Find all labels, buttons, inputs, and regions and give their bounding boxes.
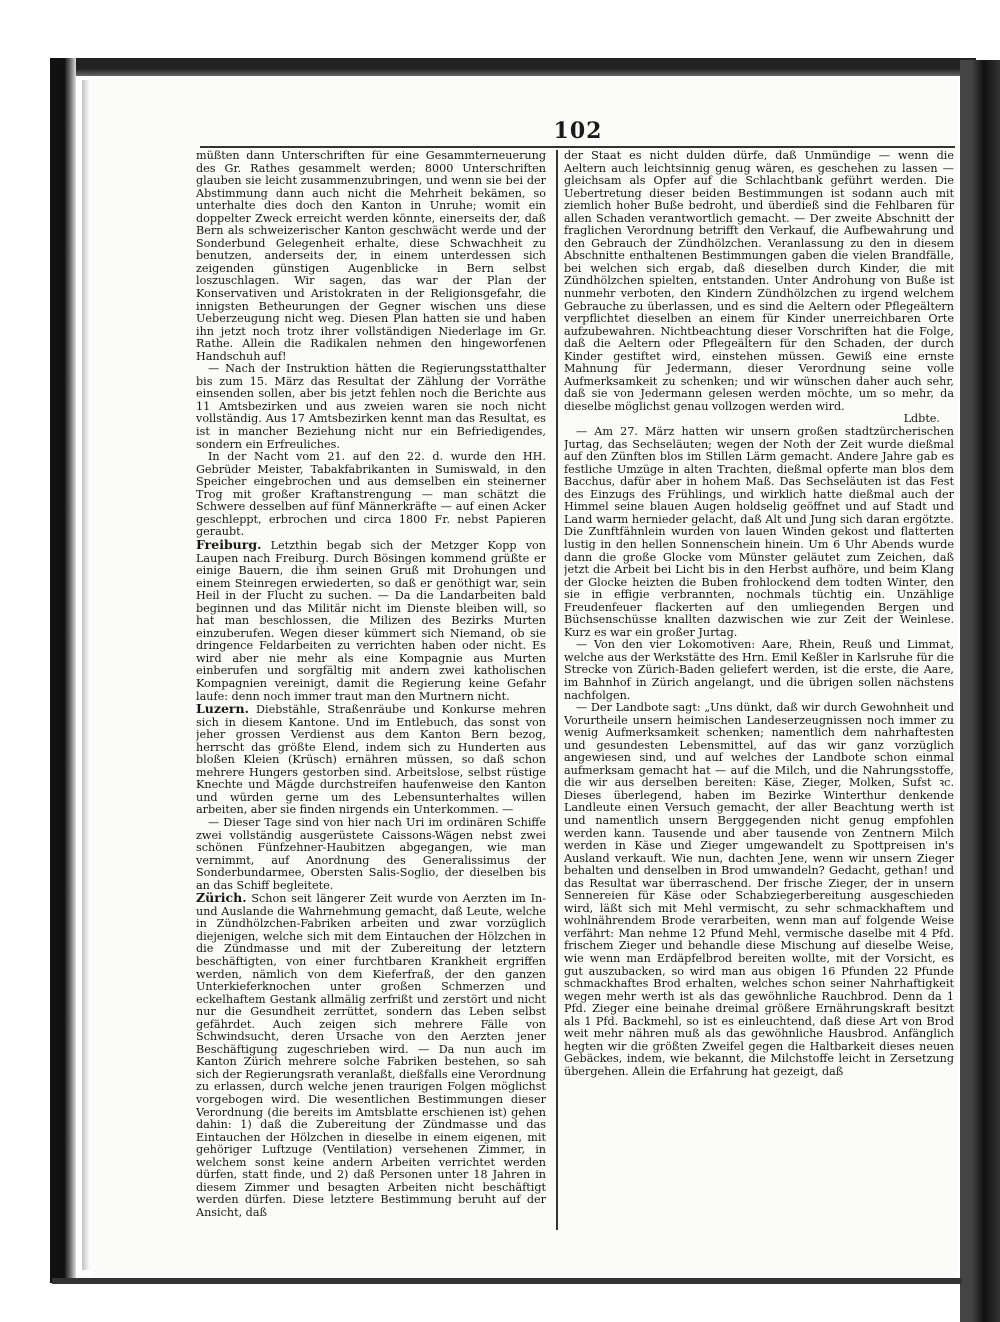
paragraph-text: Letzthin begab sich der Metzger Kopp von Laupen nach Freiburg. Durch Bösingen kommend grüßte er einige Bauern, die ihm seinen Gruß mit Drohungen und einem Steinregen erwiederten, so daß er genöthigt war, sein Heil in der Flucht zu suchen. — Da die Landarbeiten bald beginnen und das Militär nicht im Dienste bleiben will, so hat man beschlossen, die Milizen des Bezirks Murten einzuberufen. Wegen dieser kümmert sich Niemand, ob sie dringence Feldarbeiten zu verrichten haben oder nicht. Es wird aber nie mehr als eine Kompagnie aus Murten einberufen und sorgfältig mit andern zwei katholischen Kompagnien vereinigt, damit die Regierung keine Gefahr laufe: denn noch immer traut man den Murtnern nicht. [196, 538, 546, 703]
page-shadow [82, 80, 90, 1270]
article-paragraph [196, 703, 546, 817]
article-paragraph [564, 150, 954, 426]
column-divider [556, 150, 558, 1230]
article-paragraph [196, 892, 546, 1219]
left-column [196, 150, 546, 1230]
article-paragraph [564, 639, 954, 702]
article-paragraph [564, 426, 954, 639]
paragraph-text: der Staat es nicht dulden dürfe, daß Unmündige — wenn die Aeltern auch leichtsinnig genug wären, es geschehen zu lassen — gleichsam als Opfer auf die Schlachtbank geführt werden. Die Uebertretung dieser beiden Bestimmungen ist sodann auch mit ziemlich hoher Buße bedroht, und überdieß sind die Fehlbaren für allen Schaden verantwortlich gemacht. — Der zweite Abschnitt der fraglichen Verordnung betrifft den Verkauf, die Aufbewahrung und den Gebrauch der Zündhölzchen. Veranlassung zu den in diesem Abschnitte enthaltenen Bestimmungen gaben die vielen Brandfälle, bei welchen sich ergab, daß dieselben durch Kinder, die mit Zündhölzchen spielten, entstanden. Unter Androhung von Buße ist nunmehr verboten, den Kindern Zündhölzchen zu irgend welchem Gebrauche zu überlassen, und es sind die Aeltern oder Pflegeältern verpflichtet dieselben an einem für Kinder unerreichbaren Orte aufzubewahren. Nichtbeachtung dieser Vorschriften hat die Folge, daß die Aeltern oder Pflegeältern für den Schaden, der durch Kinder gestiftet wird, einstehen müssen. Gewiß eine ernste Mahnung für Jedermann, dieser Verordnung seine volle Aufmerksamkeit zu schenken; und wir wünschen daher auch sehr, daß sie von Jedermann gelesen werden möchte, um so mehr, da dieselbe möglichst genau vollzogen werden wird. [564, 150, 954, 413]
section-heading: Freiburg. [196, 536, 262, 552]
paragraph-text: Diebstähle, Straßenräube und Konkurse mehren sich in diesem Kantone. Und im Entlebuch, das sonst von jeher grossen Verdienst aus dem Kanton Bern bezog, herrscht das größte Elend, indem sich zu Hunderten aus bloßen Kleien (Krüsch) ernähren müssen, so daß schon mehrere Hungers gestorben sind. Arbeitslose, selbst rüstige Knechte und Mägde durchstreifen haufenweise den Kanton und würden gerne um des Lebensunterhaltes willen arbeiten, aber sie finden nirgends ein Unterkommen. — [196, 703, 546, 817]
author-signature: Ldbte. [903, 412, 940, 426]
paragraph-text: — Von den vier Lokomotiven: Aare, Rhein, Reuß und Limmat, welche aus der Werkstätte des Hrn. Emil Keßler in Karlsruhe für die Strecke von Zürich-Baden geliefert werden, ist die erste, die Aare, im Bahnhof in Zürich angelangt, und die übrigen sollen nächstens nachfolgen. [564, 638, 954, 702]
paragraph-text: Schon seit längerer Zeit wurde von Aerzten im In- und Auslande die Wahrnehmung gemacht, daß Leute, welche in Zündhölzchen-Fabriken arbeiten und zwar vorzüglich diejenigen, welche sich mit dem Eintauchen der Hölzchen in die Zündmasse und mit der Zubereitung der letztern beschäftigten, von einer furchtbaren Krankheit ergriffen werden, nämlich von dem Kieferfraß, der den ganzen Unterkieferknochen unter großen Schmerzen und eckelhaftem Gestank allmälig zerfrißt und zerstört und nicht nur die Gesundheit zerrüttet, sondern das Leben selbst gefährdet. Auch zeigen sich mehrere Fälle von Schwindsucht, deren Ursache von den Aerzten jener Beschäftigung zugeschrieben wird. — Da nun auch im Kanton Zürich mehrere solche Fabriken bestehen, so sah sich der Regierungsrath veranlaßt, dießfalls eine Verordnung zu erlassen, durch welche jenen traurigen Folgen möglichst vorgebogen wird. Die wesentlichen Bestimmungen dieser Verordnung (die bereits im Amtsblatte erschienen ist) gehen dahin: 1) daß die Zubereitung der Zündmasse und das Eintauchen der Hölzchen in dieselbe in einem eigenen, mit gehöriger Luftzuge (Ventilation) versehenen Zimmer, in welchem sonst keine andern Arbeiten verrichtet werden dürfen, statt finde, und 2) daß Personen unter 18 Jahren in diesem Zimmer und besagten Arbeiten nicht beschäftigt werden dürfen. Diese letztere Bestimmung beruht auf der Ansicht, daß [196, 892, 546, 1219]
paragraph-text: müßten dann Unterschriften für eine Gesammterneuerung des Gr. Rathes gesammelt werden; 8000 Unterschriften glauben sie leicht zusammenzubringen, und wenn sie bei der Abstimmung dann auch nicht die Mehrheit bekämen, so unterhalte dies doch den Kanton in Unruhe; womit ein doppelter Zweck erreicht werden könnte, einerseits der, daß Bern als schweizerischer Kanton geschwächt werde und der Sonderbund Gelegenheit erhalte, diese Schwachheit zu benutzen, anderseits der, in einem unterdessen sich zeigenden günstigen Augenblicke in Bern selbst loszuschlagen. Wir sagen, das war der Plan der Konservativen und Aristokraten in der Religionsgefahr, die innigsten Betheurungen der Gegner wischen uns diese Ueberzeugung nicht weg. Diesen Plan hatten sie und haben ihn jetzt noch trotz ihrer vollständigen Niederlage im Gr. Rathe. Allein die Radikalen nehmen den hingeworfenen Handschuh auf! [196, 150, 546, 363]
scan-edge-top [52, 58, 976, 76]
paragraph-text: In der Nacht vom 21. auf den 22. d. wurde den HH. Gebrüder Meister, Tabakfabrikanten in Sumiswald, in den Speicher eingebrochen und aus demselben ein steinerner Trog mit großer Kraftanstrengung — man schätzt die Schwere desselben auf fünf Männerkräfte — auf einen Acker geschleppt, erbrochen und circa 1800 Fr. nebst Papieren geraubt. [196, 450, 546, 539]
article-paragraph [196, 817, 546, 892]
right-column [564, 150, 954, 1230]
article-paragraph [196, 363, 546, 451]
header-rule [200, 146, 955, 148]
paragraph-text: — Nach der Instruktion hätten die Regierungsstatthalter bis zum 15. März das Resultat der Zählung der Vorräthe einsenden sollen, aber bis jetzt fehlen noch die Berichte aus 11 Amtsbezirken und aus zweien waren sie noch nicht vollständig. Aus 17 Amtsbezirken kennt man das Resultat, es ist in mancher Beziehung nicht nur ein Befriedigendes, sondern ein Erfreuliches. [196, 362, 546, 451]
paragraph-text: — Dieser Tage sind von hier nach Uri im ordinären Schiffe zwei vollständig ausgerüstete Caissons-Wägen nebst zwei schönen Fünfzehner-Haubitzen abgegangen, wie man vernimmt, auf Anordnung des Generalissimus der Sonderbundarmee, Obersten Salis-Soglio, der dieselben bis an das Schiff begleitete. [196, 815, 546, 892]
page-number: 102 [553, 118, 603, 144]
section-heading: Zürich. [196, 890, 247, 906]
scan-edge-right [960, 60, 1000, 1322]
article-paragraph [196, 536, 546, 703]
section-heading: Luzern. [196, 701, 249, 717]
paragraph-text: — Am 27. März hatten wir unsern großen stadtzürcherischen Jurtag, das Sechseläuten; wegen der Noth der Zeit wurde dießmal auf den Zünften blos im Stillen Lärm gemacht. Andere Jahre gab es festliche Umzüge in alten Trachten, dießmal opferte man blos dem Bacchus, dafür aber in hohem Maß. Das Sechseläuten ist das Fest des Einzugs des Frühlings, und wirklich hatte dießmal auch der Himmel seine blauen Augen holdselig geöffnet und auf Stadt und Land warm hernieder gelacht, daß Alt und Jung sich daran ergötzte. Die Zunftfähnlein wurden von lauen Winden gekost und flatterten lustig in den hellen Sonnenschein hinein. Um 6 Uhr Abends wurde dann die große Glocke vom Münster geläutet zum Zeichen, daß jetzt die Arbeit bei Licht bis in den Herbst aufhöre, und beim Klang der Glocke heizten die Buben frohlockend dem todten Winter, den sie in effigie verbrannten, nochmals tüchtig ein. Unzählige Freudenfeuer flackerten auf den umliegenden Bergen und Büchsenschüsse knallten dazwischen wie zur Zeit der Weinlese. Kurz es war ein großer Jurtag. [564, 425, 954, 639]
article-paragraph [196, 451, 546, 539]
scan-margin-top [0, 0, 1000, 62]
article-paragraph [564, 702, 954, 1078]
scan-edge-bottom [52, 1278, 962, 1284]
article-paragraph [196, 150, 546, 363]
scan-edge-left [50, 58, 76, 1283]
paragraph-text: — Der Landbote sagt: „Uns dünkt, daß wir durch Gewohnheit und Vorurtheile unsern heimischen Landeserzeugnissen noch immer zu wenig Aufmerksamkeit schenken; namentlich dem nahrhaftesten und gesundesten Lebensmittel, auf das wir ganz vorzüglich angewiesen sind, und auf welches der Landbote schon einmal aufmerksam gemacht hat — auf die Milch, und die Nahrungsstoffe, die wir aus derselben bereiten: Käse, Zieger, Molken, Sufst ꝛc. Dieses überlegend, haben im Bezirke Winterthur denkende Landleute einen Versuch gemacht, der aller Beachtung werth ist und namentlich unsern Berggegenden nicht genug empfohlen werden kann. Tausende und aber tausende von Zentnern Milch werden in Käse und Zieger umgewandelt zu Spottpreisen in's Ausland verkauft. Wie nun, dachten Jene, wenn wir unsern Zieger behalten und denselben in Brod umwandeln? Gedacht, gethan! und das Resultat war überraschend. Der frische Zieger, der in unsern Sennereien für Käse oder Schabziegerbereitung ausgeschieden wird, läßt sich mit Mehl vermischt, zu sehr schmackhaftem und wohlnährendem Brode verarbeiten, wenn man auf folgende Weise verfährt: Man nehme 12 Pfund Mehl, vermische daselbe mit 4 Pfd. frischem Zieger und behandle diese Mischung auf dieselbe Weise, wie wenn man Erdäpfelbrod bereiten wollte, mit der Vorsicht, es gut auszubacken, so wird man aus obigen 16 Pfunden 22 Pfunde schmackhaftes Brod erhalten, welches schon seiner Nahrhaftigkeit wegen mehr werth ist als das gewöhnliche Rauchbrod. Denn da 1 Pfd. Zieger eine beinahe dreimal größere Ernährungskraft besitzt als 1 Pfd. Backmehl, so ist es einleuchtend, daß diese Art von Brod weit mehr nähren muß als das gewöhnliche Hausbrod. Anfänglich hegten wir die größten Zweifel gegen die Haltbarkeit dieses neuen Gebäckes, indem, wie bekannt, die Milchstoffe leicht in Zersetzung übergehen. Allein die Erfahrung hat gezeigt, daß [564, 701, 954, 1078]
